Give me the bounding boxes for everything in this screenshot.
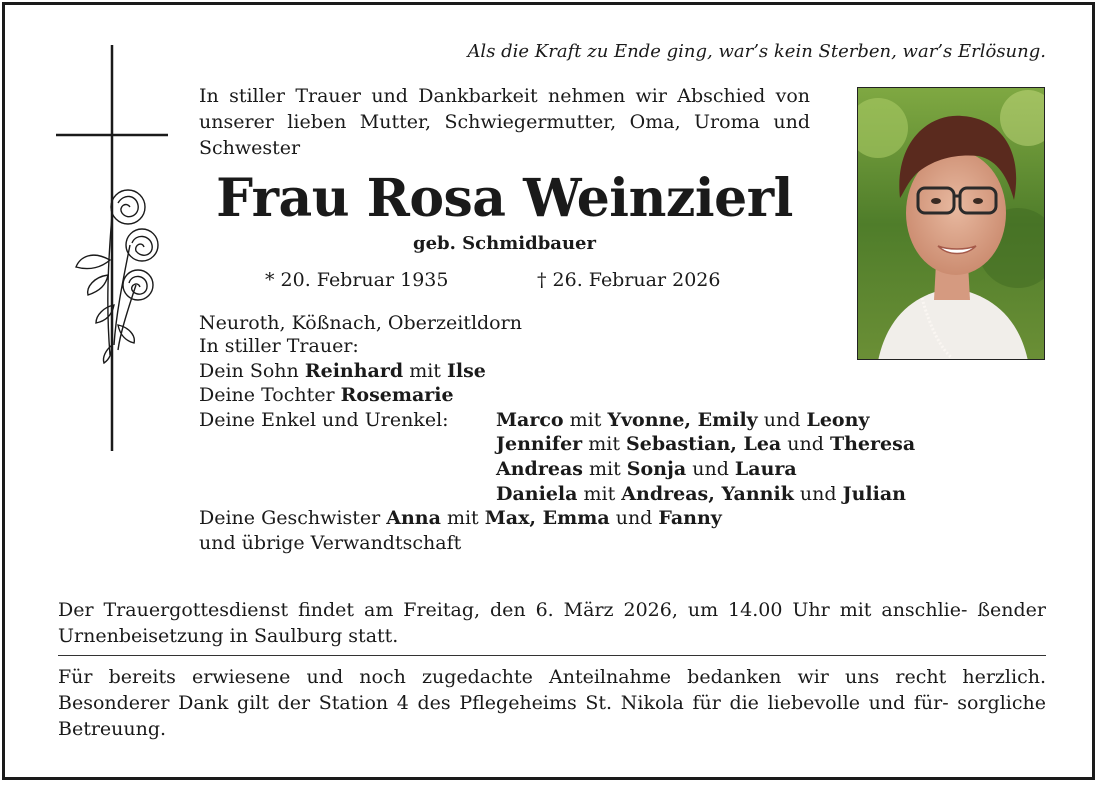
mourner-grandchildren-line: Andreas mit Sonja und Laura [496, 457, 797, 480]
birth-date: * 20. Februar 1935 [265, 269, 449, 291]
death-date: † 26. Februar 2026 [537, 269, 721, 291]
thanks-text: Für bereits erwiesene und noch zugedachte Anteilnahme bedanken wir uns recht herzlich. Besonderer Dank gilt der Station 4 des Pflegeheims St. Nikola für die liebevolle und für- sorgliche Betreuung. [58, 666, 1046, 740]
service-info: Der Trauergottesdienst findet am Freitag, den 6. März 2026, um 14.00 Uhr mit anschlie- ßender Urnenbeisetzung in Saulburg statt. [58, 599, 1046, 647]
cross-with-roses-icon [56, 45, 168, 451]
mourner-grandchildren-line: Daniela mit Andreas, Yannik und Julian [496, 482, 906, 505]
deceased-name: Frau Rosa Weinzierl [216, 168, 793, 229]
mourner-siblings: Deine Geschwister Anna mit Max, Emma und Fanny [199, 507, 722, 530]
mourner-grandchildren: Deine Enkel und Urenkel: Marco mit Yvonne, Emily und Leony [199, 408, 870, 431]
maiden-name: geb. Schmidbauer [413, 233, 596, 254]
intro-text: In stiller Trauer und Dankbarkeit nehmen wir Abschied von unserer lieben Mutter, Schwiegermutter, Oma, Uroma und Schwester [199, 85, 810, 159]
mourner-relatives: und übrige Verwandtschaft [199, 531, 462, 554]
mourning-heading: In stiller Trauer: [199, 335, 359, 357]
mourner-grandchildren-line: Jennifer mit Sebastian, Lea und Theresa [496, 433, 916, 456]
places: Neuroth, Kößnach, Oberzeitldorn [199, 312, 522, 334]
portrait-photo [857, 87, 1045, 360]
mourner-daughter: Deine Tochter Rosemarie [199, 384, 454, 407]
mourners-list [199, 334, 915, 555]
mourner-son: Dein Sohn Reinhard mit Ilse [199, 359, 486, 382]
divider [58, 655, 1046, 656]
motto: Als die Kraft zu Ende ging, war’s kein Sterben, war’s Erlösung. [467, 41, 1046, 62]
